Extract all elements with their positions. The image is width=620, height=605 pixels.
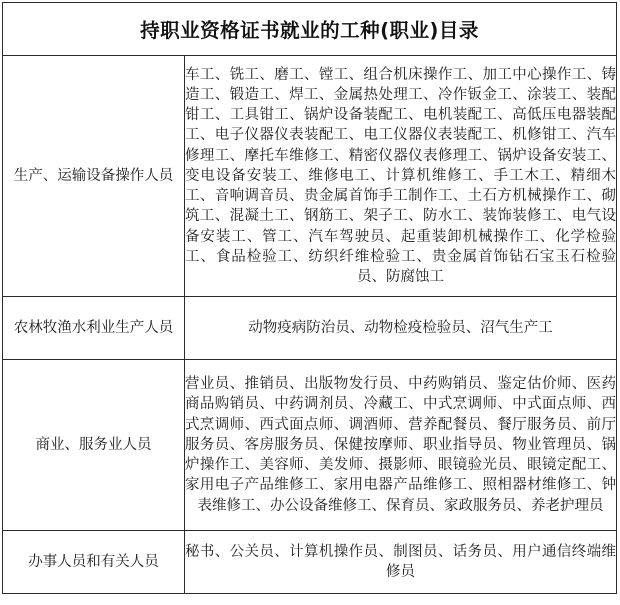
occupation-list: 动物疫病防治员、动物检疫检验员、沼气生产工: [185, 297, 617, 360]
table-row: [3, 297, 617, 360]
catalog-sheet: [2, 2, 616, 601]
category-name: 办事人员和有关人员: [3, 531, 185, 594]
title-row: [3, 3, 617, 56]
table-title: 持职业资格证书就业的工种(职业)目录: [3, 3, 617, 56]
category-name: 商业、服务业人员: [3, 360, 185, 531]
category-name: 生产、运输设备操作人员: [3, 56, 185, 297]
occupation-catalog-table: [2, 2, 617, 594]
table-row: [3, 56, 617, 297]
table-row: [3, 360, 617, 531]
occupation-list: 营业员、推销员、出版物发行员、中药购销员、鉴定估价师、医药商品购销员、中药调剂员、冷藏工、中式烹调师、中式面点师、西式烹调师、西式面点师、调酒师、营养配餐员、餐厅服务员、前厅服务员、客房服务员、保健按摩师、职业指导员、物业管理员、锅炉操作工、美容师、美发师、摄影师、眼镜验光员、眼镜定配工、家用电子产品维修工、家用电器产品维修工、照相器材维修工、钟表维修工、办公设备维修工、保育员、家政服务员、养老护理员: [185, 360, 617, 531]
table-row: [3, 531, 617, 594]
occupation-list: 秘书、公关员、计算机操作员、制图员、话务员、用户通信终端维修员: [185, 531, 617, 594]
category-name: 农林牧渔水利业生产人员: [3, 297, 185, 360]
occupation-list: 车工、铣工、磨工、镗工、组合机床操作工、加工中心操作工、铸造工、锻造工、焊工、金属热处理工、冷作钣金工、涂装工、装配钳工、工具钳工、锅炉设备装配工、电机装配工、高低压电器装配工、电子仪器仪表装配工、电工仪器仪表装配工、机修钳工、汽车修理工、摩托车维修工、精密仪器仪表修理工、锅炉设备安装工、变电设备安装工、维修电工、计算机维修工、手工木工、精细木工、音响调音员、贵金属首饰手工制作工、土石方机械操作工、砌筑工、混凝土工、钢筋工、架子工、防水工、装饰装修工、电气设备安装工、管工、汽车驾驶员、起重装卸机械操作工、化学检验工、食品检验工、纺织纤维检验工、贵金属首饰钻石宝玉石检验员、防腐蚀工: [185, 56, 617, 297]
